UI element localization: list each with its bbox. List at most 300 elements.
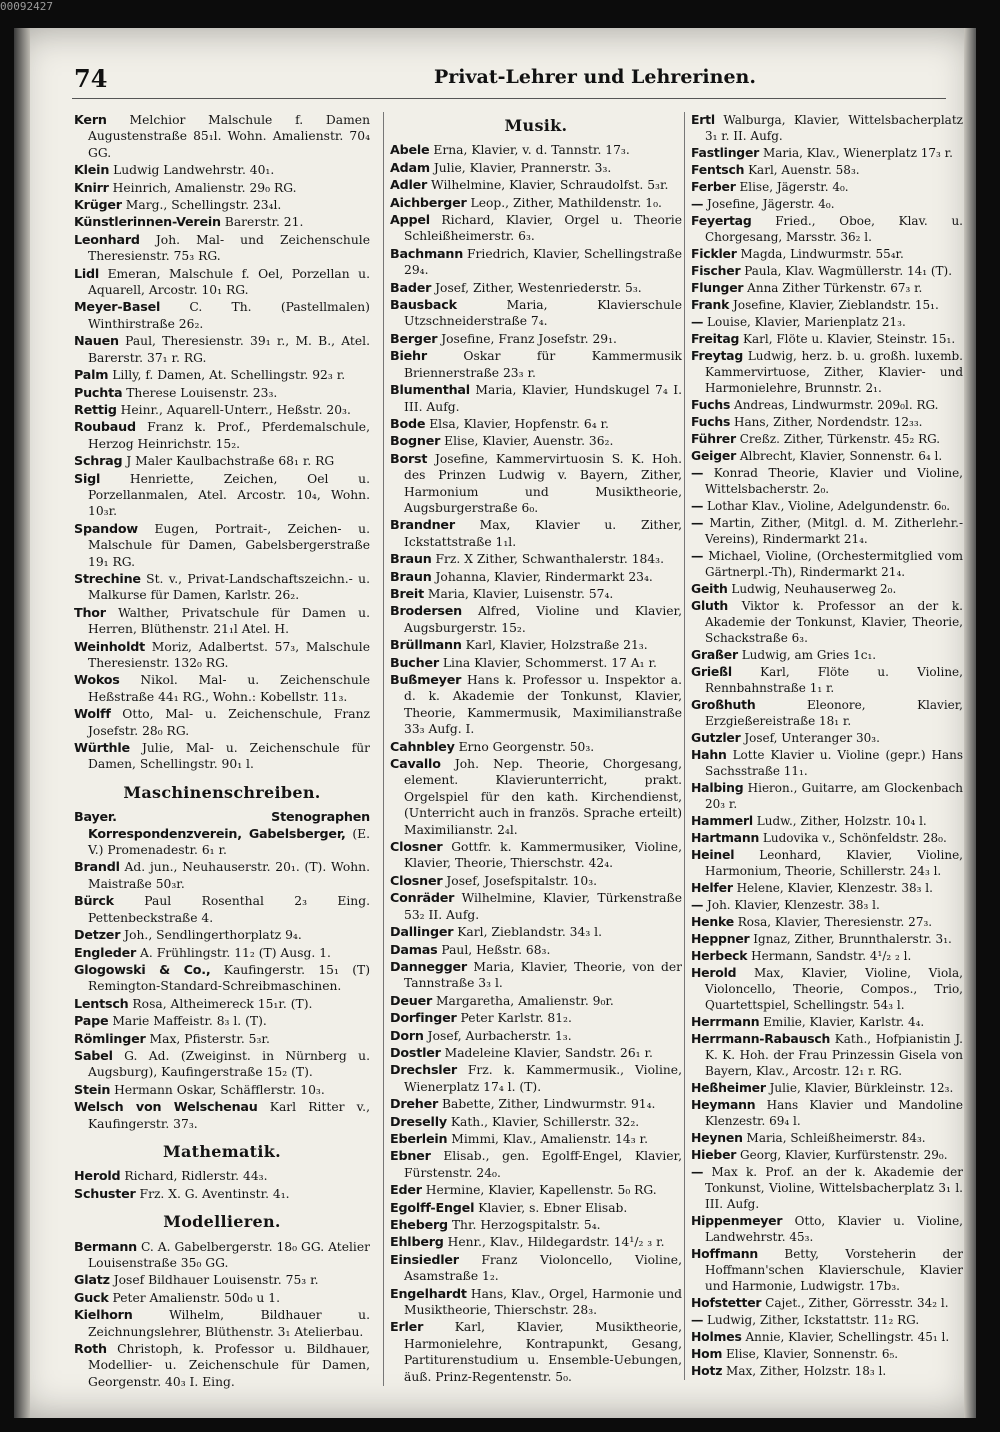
entry-name: Roubaud xyxy=(74,419,136,435)
directory-entry xyxy=(691,897,963,913)
entry-details: Ludwig, Zither, Ickstattstr. 11₂ RG. xyxy=(707,1313,920,1327)
entry-name: Rettig xyxy=(74,401,117,417)
entry-details: Michael, Violine, (Orchestermitglied vom Gärtnerpl.-Th), Rindermarkt 21₄. xyxy=(705,549,963,579)
entry-name: Ebner xyxy=(390,1148,431,1164)
section-heading: Mathematik. xyxy=(162,1141,281,1161)
directory-entry xyxy=(691,931,963,947)
directory-entry xyxy=(74,419,370,452)
entry-name: Puchta xyxy=(74,384,123,400)
entry-details: Wilhelmine, Klavier, Schraudolfst. 5₃r. xyxy=(431,178,669,193)
directory-entry xyxy=(691,196,963,212)
directory-entry xyxy=(390,246,682,279)
entry-details: Ludwig, herz. b. u. großh. luxemb. Kammervirtuose, Zither, Klavier- und Harmonielehre, Brunnstr. 2₁. xyxy=(705,349,963,395)
directory-entry xyxy=(390,569,682,585)
entry-name: Pape xyxy=(74,1013,109,1029)
entry-name: Nauen xyxy=(74,333,119,349)
entry-name: Hahn xyxy=(691,747,727,762)
entry-details: Max, Klavier, Violine, Viola, Violoncello, Theorie, Compos., Trio, Quartettspiel, Schellingstr. 54₃ l. xyxy=(705,966,963,1012)
entry-details: Lothar Klav., Violine, Adelgundenstr. 6₀. xyxy=(707,499,951,513)
entry-name: Strechine xyxy=(74,570,141,586)
entry-details: Paula, Klav. Wagmüllerstr. 14₁ (T). xyxy=(744,264,953,278)
directory-entry xyxy=(390,637,682,653)
entry-name: Sigl xyxy=(74,470,101,486)
entry-name: Freytag xyxy=(691,348,744,363)
entry-name: Hotz xyxy=(691,1363,723,1378)
entry-name: Fickler xyxy=(691,246,737,261)
entry-name: Heßheimer xyxy=(691,1080,766,1095)
entry-details: Cajet., Zither, Görresstr. 34₂ l. xyxy=(765,1296,949,1310)
entry-name: Fischer xyxy=(691,263,741,278)
entry-details: Karl, Auenstr. 58₃. xyxy=(748,163,860,177)
entry-details: Karl, Klavier, Musiktheorie, Harmonielehre, Kontrapunkt, Gesang, Partiturenstudium u. Ensemble-Uebungen, äuß. Prinz-Regentenstr. 5₀. xyxy=(404,1320,682,1384)
entry-name: — xyxy=(691,548,704,563)
directory-entry xyxy=(691,1295,963,1311)
entry-name: Römlinger xyxy=(74,1030,146,1046)
entry-details: Josef, Aurbacherstr. 1₃. xyxy=(427,1028,572,1043)
entry-details: Lilly, f. Damen, At. Schellingstr. 92₃ r. xyxy=(112,368,346,383)
entry-details: Henriette, Zeichen, Oel u. Porzellanmalen, Atel. Arcostr. 10₄, Wohn. 10₃r. xyxy=(88,471,370,519)
entry-details: Leop., Zither, Mathildenstr. 1₀. xyxy=(470,195,662,210)
directory-entry xyxy=(74,1031,370,1047)
entry-details: Maria, Klavier, Theorie, von der Tannstraße 3₃ l. xyxy=(404,959,682,991)
directory-entry xyxy=(390,873,682,889)
directory-entry xyxy=(691,780,963,812)
directory-entry xyxy=(390,839,682,872)
entry-name: Bode xyxy=(390,415,426,431)
entry-details: Elisab., gen. Egolff-Engel, Klavier, Fürstenstr. 24₀. xyxy=(404,1149,682,1180)
directory-entry xyxy=(691,1329,963,1345)
entry-details: Rosa, Klavier, Theresienstr. 27₃. xyxy=(737,915,933,929)
entry-details: Marg., Schellingstr. 23₄l. xyxy=(125,198,282,213)
running-head: Privat-Lehrer und Lehrerinen. xyxy=(434,66,756,88)
entry-details: Lina Klavier, Schommerst. 17 A₁ r. xyxy=(442,655,657,670)
entry-name: Holmes xyxy=(691,1329,742,1344)
directory-entry xyxy=(691,331,963,347)
directory-entry xyxy=(691,730,963,746)
entry-name: Flunger xyxy=(691,280,744,295)
entry-details: Kath., Hofpianistin J. K. K. Hoh. der Frau Prinzessin Gisela von Bayern, Klav., Arcostr. 12₁ r. RG. xyxy=(705,1032,963,1078)
entry-name: Heymann xyxy=(691,1097,756,1112)
directory-entry xyxy=(74,367,370,383)
entry-details: Max, Klavier u. Zither, Ickstattstraße 1₁l. xyxy=(404,518,682,549)
entry-details: St. v., Privat-Landschaftszeichn.- u. Malkurse für Damen, Karlstr. 26₂. xyxy=(88,571,370,603)
directory-entry xyxy=(691,1147,963,1163)
directory-entry xyxy=(390,942,682,958)
directory-entry xyxy=(390,1319,682,1385)
entry-details: Maria, Klavierschule Utzschneiderstraße 7₄. xyxy=(404,298,682,329)
entry-details: Elise, Klavier, Auenstr. 36₂. xyxy=(444,434,614,449)
entry-details: Josef, Josefspitalstr. 10₃. xyxy=(446,873,598,888)
entry-details: Max k. Prof. an der k. Akademie der Tonkunst, Violine, Wittelsbacherplatz 3₁ l. III. Aufg. xyxy=(705,1165,963,1211)
entry-details: Josef, Unteranger 30₃. xyxy=(744,731,880,745)
entry-details: Gottfr. k. Kammermusiker, Violine, Klavier, Theorie, Thierschstr. 42₄. xyxy=(404,840,682,871)
entry-name: Dreher xyxy=(390,1096,439,1112)
entry-name: Hammerl xyxy=(691,813,753,828)
entry-name: Brodersen xyxy=(390,603,462,619)
directory-entry xyxy=(74,1099,370,1132)
entry-details: Georg, Klavier, Kurfürstenstr. 29₀. xyxy=(740,1148,948,1162)
directory-entry xyxy=(74,1048,370,1081)
directory-entry xyxy=(691,280,963,296)
entry-name: — xyxy=(691,196,704,211)
entry-name: Knirr xyxy=(74,179,109,195)
entry-details: Albrecht, Klavier, Sonnenstr. 6₄ l. xyxy=(739,449,943,463)
entry-details: Maria, Klavier, Luisenstr. 57₄. xyxy=(427,586,614,601)
directory-entry xyxy=(691,1363,963,1379)
directory-entry xyxy=(390,603,682,636)
directory-entry xyxy=(74,1168,370,1184)
entry-name: Lidl xyxy=(74,265,100,281)
directory-entry xyxy=(74,996,370,1012)
directory-entry xyxy=(74,112,370,161)
directory-entry xyxy=(390,993,682,1009)
directory-entry xyxy=(74,740,370,773)
directory-entry xyxy=(691,213,963,245)
entry-details: Hans, Klav., Orgel, Harmonie und Musiktheorie, Thierschstr. 28₃. xyxy=(404,1286,682,1318)
directory-entry xyxy=(691,348,963,396)
directory-entry xyxy=(74,1082,370,1098)
entry-name: Thor xyxy=(74,604,106,620)
directory-entry xyxy=(390,451,682,517)
directory-entry xyxy=(691,397,963,413)
directory-entry xyxy=(74,1272,370,1288)
entry-name: Hom xyxy=(691,1346,723,1361)
directory-entry xyxy=(74,639,370,672)
directory-entry xyxy=(74,1186,370,1202)
entry-name: Ertl xyxy=(691,112,715,127)
entry-details: Wilhelmine, Klavier, Türkenstraße 53₂ II. Aufg. xyxy=(404,891,682,922)
entry-name: Palm xyxy=(74,367,109,383)
column-1 xyxy=(74,112,370,1391)
directory-entry xyxy=(691,697,963,729)
entry-details: Ludovika v., Schönfeldstr. 28₀. xyxy=(762,831,947,845)
entry-name: — xyxy=(691,515,704,530)
directory-entry xyxy=(74,962,370,995)
directory-entry xyxy=(691,747,963,779)
directory-entry xyxy=(691,1080,963,1096)
entry-name: Würthle xyxy=(74,740,130,756)
entry-name: Bachmann xyxy=(390,245,464,261)
entry-details: Margaretha, Amalienstr. 9₀r. xyxy=(435,993,614,1008)
entry-details: Hans Klavier und Mandoline Klenzestr. 69₄ l. xyxy=(705,1098,963,1128)
entry-details: Joh. Klavier, Klenzestr. 38₃ l. xyxy=(707,898,880,912)
directory-entry xyxy=(691,598,963,646)
entry-name: Feyertag xyxy=(691,213,752,228)
entry-details: Ludwig, am Gries 1c₁. xyxy=(741,648,877,662)
entry-name: Bausback xyxy=(390,297,457,313)
entry-name: Braun xyxy=(390,568,432,584)
entry-details: Peter Karlstr. 81₂. xyxy=(460,1011,572,1026)
directory-entry xyxy=(390,586,682,602)
entry-name: — xyxy=(691,1164,704,1179)
entry-name: Dallinger xyxy=(390,924,454,940)
entry-name: Welsch von Welschenau xyxy=(74,1099,258,1115)
entry-details: Anna Zither Türkenstr. 67₃ r. xyxy=(747,281,923,295)
directory-entry xyxy=(390,1131,682,1147)
directory-entry xyxy=(74,706,370,739)
entry-details: (E. V.) Promenadestr. 6₁ r. xyxy=(88,826,370,858)
entry-details: Leonhard, Klavier, Violine, Harmonium, Theorie, Schillerstr. 24₃ l. xyxy=(705,848,963,878)
directory-entry xyxy=(390,195,682,211)
entry-name: Dostler xyxy=(390,1044,441,1060)
entry-name: Schrag xyxy=(74,453,123,469)
entry-details: Christoph, k. Professor u. Bildhauer, Modellier- u. Zeichenschule für Damen, Georgenstr. 40₃ I. Eing. xyxy=(88,1342,370,1389)
entry-details: C. A. Gabelbergerstr. 18₀ GG. Atelier Louisenstraße 35₀ GG. xyxy=(88,1239,370,1270)
entry-details: Konrad Theorie, Klavier und Violine, Wittelsbacherstr. 2₀. xyxy=(705,466,963,496)
directory-entry xyxy=(390,297,682,330)
entry-details: Maria, Klavier, Hundskugel 7₄ I. III. Aufg. xyxy=(404,383,682,414)
directory-entry xyxy=(390,142,682,158)
entry-name: Engleder xyxy=(74,944,137,960)
directory-entry xyxy=(691,1246,963,1294)
entry-name: Eder xyxy=(390,1182,422,1198)
entry-details: Betty, Vorsteherin der Hoffmann'schen Klavierschule, Klavier und Harmonie, Ludwigstr. 17b₃. xyxy=(705,1247,963,1293)
directory-entry xyxy=(390,1096,682,1112)
directory-entry xyxy=(390,1286,682,1319)
directory-entry xyxy=(691,847,963,879)
directory-entry xyxy=(74,471,370,520)
entry-name: Engelhardt xyxy=(390,1285,467,1301)
entry-name: Dreselly xyxy=(390,1113,447,1129)
entry-details: Josefine, Franz Josefstr. 29₁. xyxy=(441,331,617,346)
directory-entry xyxy=(390,1062,682,1095)
entry-details: Wilhelm, Bildhauer u. Zeichnungslehrer, Blüthenstr. 3₁ Atelierbau. xyxy=(88,1308,370,1339)
entry-details: Peter Amalienstr. 50d₀ u 1. xyxy=(112,1290,280,1305)
directory-entry xyxy=(74,214,370,230)
entry-details: Magda, Lindwurmstr. 55₄r. xyxy=(740,247,904,261)
entry-name: Krüger xyxy=(74,197,122,213)
directory-entry xyxy=(390,212,682,245)
directory-entry xyxy=(74,299,370,332)
directory-entry xyxy=(691,162,963,178)
directory-entry xyxy=(74,859,370,892)
directory-entry xyxy=(390,890,682,923)
entry-details: Ludw., Zither, Holzstr. 10₄ l. xyxy=(756,814,927,828)
entry-details: Joh. Mal- und Zeichenschule Theresienstr. 75₃ RG. xyxy=(88,232,370,264)
entry-details: Karl Ritter v., Kaufingerstr. 37₃. xyxy=(88,1100,370,1131)
entry-details: Eleonore, Klavier, Erzgießereistraße 18₁ r. xyxy=(705,698,963,728)
directory-entry xyxy=(691,246,963,262)
directory-entry xyxy=(691,914,963,930)
directory-entry xyxy=(390,160,682,176)
entry-name: Bermann xyxy=(74,1238,137,1254)
entry-name: Kern xyxy=(74,112,107,127)
entry-details: Elsa, Klavier, Hopfenstr. 6₄ r. xyxy=(429,416,609,431)
entry-details: Paul Rosenthal 2₃ Eing. Pettenbeckstraße 4. xyxy=(88,894,370,925)
entry-details: Elise, Jägerstr. 4₀. xyxy=(739,180,849,194)
entry-name: Gluth xyxy=(691,598,728,613)
entry-details: Paul, Heßstr. 68₃. xyxy=(441,942,551,957)
directory-entry xyxy=(691,145,963,161)
entry-name: Conräder xyxy=(390,890,455,906)
directory-entry xyxy=(390,1148,682,1181)
entry-name: Freitag xyxy=(691,331,740,346)
entry-details: Hermine, Klavier, Kapellenstr. 5₀ RG. xyxy=(425,1183,657,1198)
entry-name: Bader xyxy=(390,279,432,295)
directory-entry xyxy=(691,314,963,330)
section-heading: Maschinenschreiben. xyxy=(123,782,321,802)
directory-entry xyxy=(390,177,682,193)
directory-entry xyxy=(74,453,370,469)
directory-entry xyxy=(390,280,682,296)
entry-name: — xyxy=(691,1312,704,1327)
directory-entry xyxy=(691,515,963,547)
entry-name: Herold xyxy=(691,965,737,980)
entry-details: C. Th. (Pastellmalen) Winthirstraße 26₂. xyxy=(88,300,370,331)
directory-entry xyxy=(691,548,963,580)
directory-entry xyxy=(691,581,963,597)
entry-name: Meyer-Basel xyxy=(74,299,161,315)
entry-details: Frz. X. G. Aventinstr. 4₁. xyxy=(139,1186,290,1201)
entry-details: Heinrich, Amalienstr. 29₀ RG. xyxy=(112,180,297,195)
entry-details: Max, Pfisterstr. 5₃r. xyxy=(149,1031,270,1046)
directory-entry xyxy=(691,664,963,696)
header-rule xyxy=(72,98,946,99)
directory-entry xyxy=(691,448,963,464)
entry-details: Richard, Ridlerstr. 44₃. xyxy=(124,1169,268,1184)
entry-details: Eugen, Portrait-, Zeichen- u. Malschule für Damen, Gabelsbergerstraße 19₁ RG. xyxy=(88,521,370,569)
entry-name: Adler xyxy=(390,177,428,193)
directory-entry xyxy=(74,521,370,570)
entry-details: Julie, Mal- u. Zeichenschule für Damen, Schellingstr. 90₁ l. xyxy=(88,741,370,772)
entry-details: Fried., Oboe, Klav. u. Chorgesang, Marsstr. 36₂ l. xyxy=(705,214,963,244)
directory-entry xyxy=(691,830,963,846)
entry-name: Wolff xyxy=(74,706,111,722)
entry-name: Brüllmann xyxy=(390,637,462,653)
entry-name: Ehlberg xyxy=(390,1234,444,1250)
directory-entry xyxy=(390,382,682,415)
entry-name: — xyxy=(691,897,704,912)
directory-entry xyxy=(74,333,370,366)
directory-entry xyxy=(691,179,963,195)
directory-entry xyxy=(691,431,963,447)
entry-name: Herold xyxy=(74,1168,121,1184)
directory-entry xyxy=(390,655,682,671)
entry-name: — xyxy=(691,465,704,480)
directory-entry xyxy=(691,1312,963,1328)
directory-page xyxy=(14,28,976,1418)
entry-name: Führer xyxy=(691,431,736,446)
entry-details: Henr., Klav., Hildegardstr. 14¹/₂ ₃ r. xyxy=(447,1235,665,1250)
directory-entry xyxy=(691,647,963,663)
directory-entry xyxy=(390,739,682,755)
directory-entry xyxy=(74,162,370,178)
directory-entry xyxy=(74,197,370,213)
directory-entry xyxy=(390,1217,682,1233)
entry-name: Fuchs xyxy=(691,414,731,429)
directory-entry xyxy=(691,880,963,896)
entry-details: Babette, Zither, Lindwurmstr. 91₄. xyxy=(442,1097,656,1112)
entry-details: Madeleine Klavier, Sandstr. 26₁ r. xyxy=(444,1045,653,1060)
directory-entry xyxy=(74,809,370,858)
entry-details: Martin, Zither, (Mitgl. d. M. Zitherlehr.-Vereins), Rindermarkt 21₄. xyxy=(705,516,963,546)
entry-details: Friedrich, Klavier, Schellingstraße 29₄. xyxy=(404,246,682,278)
entry-details: Kath., Klavier, Schillerstr. 32₂. xyxy=(450,1114,640,1129)
entry-details: Franz Violoncello, Violine, Asamstraße 1₂. xyxy=(404,1252,682,1284)
entry-name: Leonhard xyxy=(74,231,140,247)
entry-name: Lentsch xyxy=(74,995,129,1011)
directory-entry xyxy=(74,571,370,604)
scan-stamp: 00092427 xyxy=(0,0,53,13)
entry-name: Brandner xyxy=(390,517,455,533)
entry-name: Detzer xyxy=(74,927,121,943)
entry-details: Louise, Klavier, Marienplatz 21₃. xyxy=(707,315,906,329)
entry-name: Klein xyxy=(74,162,110,178)
directory-entry xyxy=(390,416,682,432)
directory-entry xyxy=(691,813,963,829)
entry-name: Halbing xyxy=(691,780,744,795)
entry-details: Richard, Klavier, Orgel u. Theorie Schleißheimerstr. 6₃. xyxy=(404,213,682,244)
entry-name: Heynen xyxy=(691,1130,743,1145)
entry-details: Ludwig Landwehrstr. 40₁. xyxy=(113,163,275,178)
entry-details: Julie, Klavier, Bürkleinstr. 12₃. xyxy=(769,1081,954,1095)
directory-entry xyxy=(691,112,963,144)
directory-entry xyxy=(74,1341,370,1390)
directory-entry xyxy=(390,331,682,347)
directory-entry xyxy=(74,605,370,638)
entry-details: Klavier, s. Ebner Elisab. xyxy=(478,1200,628,1215)
entry-name: Dorfinger xyxy=(390,1010,457,1026)
entry-name: Großhuth xyxy=(691,697,756,712)
directory-entry xyxy=(390,1028,682,1044)
entry-name: Berger xyxy=(390,330,438,346)
entry-details: Andreas, Lindwurmstr. 209₀l. RG. xyxy=(734,398,939,412)
entry-name: Fastlinger xyxy=(691,145,760,160)
directory-entry xyxy=(390,1234,682,1250)
entry-details: Frz. X Zither, Schwanthalerstr. 184₃. xyxy=(435,552,665,567)
entry-details: Max, Zither, Holzstr. 18₃ l. xyxy=(726,1364,887,1378)
entry-details: Barerstr. 21. xyxy=(224,215,304,230)
directory-entry xyxy=(390,672,682,738)
entry-name: Bucher xyxy=(390,654,439,670)
entry-name: — xyxy=(691,498,704,513)
entry-name: Grießl xyxy=(691,664,732,679)
directory-entry xyxy=(390,924,682,940)
entry-details: Julie, Klavier, Prannerstr. 3₃. xyxy=(433,160,612,175)
directory-entry xyxy=(691,1097,963,1129)
entry-name: Eheberg xyxy=(390,1217,448,1232)
directory-entry xyxy=(390,517,682,550)
entry-name: Closner xyxy=(390,872,443,888)
directory-entry xyxy=(691,263,963,279)
entry-name: Cavallo xyxy=(390,756,441,772)
directory-entry xyxy=(74,1307,370,1340)
directory-entry xyxy=(691,465,963,497)
entry-name: Frank xyxy=(691,297,730,312)
directory-entry xyxy=(74,232,370,265)
entry-details: Walther, Privatschule für Damen u. Herren, Blüthenstr. 21₁l Atel. H. xyxy=(88,605,370,637)
entry-details: Thr. Herzogspitalstr. 5₄. xyxy=(451,1218,601,1232)
entry-name: Fentsch xyxy=(691,162,745,177)
directory-entry xyxy=(691,414,963,430)
entry-details: Otto, Klavier u. Violine, Landwehrstr. 45₃. xyxy=(705,1214,963,1244)
entry-name: Damas xyxy=(390,941,438,957)
entry-name: Drechsler xyxy=(390,1062,457,1078)
entry-details: Creßz. Zither, Türkenstr. 45₂ RG. xyxy=(739,432,941,446)
entry-name: Bußmeyer xyxy=(390,672,462,687)
entry-details: Josef, Zither, Westenriederstr. 5₃. xyxy=(435,280,642,295)
entry-name: Hoffmann xyxy=(691,1246,758,1261)
entry-details: Ad. jun., Neuhauserstr. 20₁. (T). Wohn. Maistraße 50₃r. xyxy=(88,860,370,891)
entry-name: Künstlerinnen-Verein xyxy=(74,214,221,230)
directory-entry xyxy=(691,1164,963,1212)
entry-name: Herbeck xyxy=(691,948,748,963)
directory-entry xyxy=(691,1014,963,1030)
entry-details: Paul, Theresienstr. 39₁ r., M. B., Atel. Barerstr. 37₁ r. RG. xyxy=(88,334,370,365)
section-heading: Musik. xyxy=(504,116,568,135)
entry-details: Karl, Flöte u. Klavier, Steinstr. 15₁. xyxy=(743,332,956,346)
directory-entry xyxy=(74,927,370,943)
